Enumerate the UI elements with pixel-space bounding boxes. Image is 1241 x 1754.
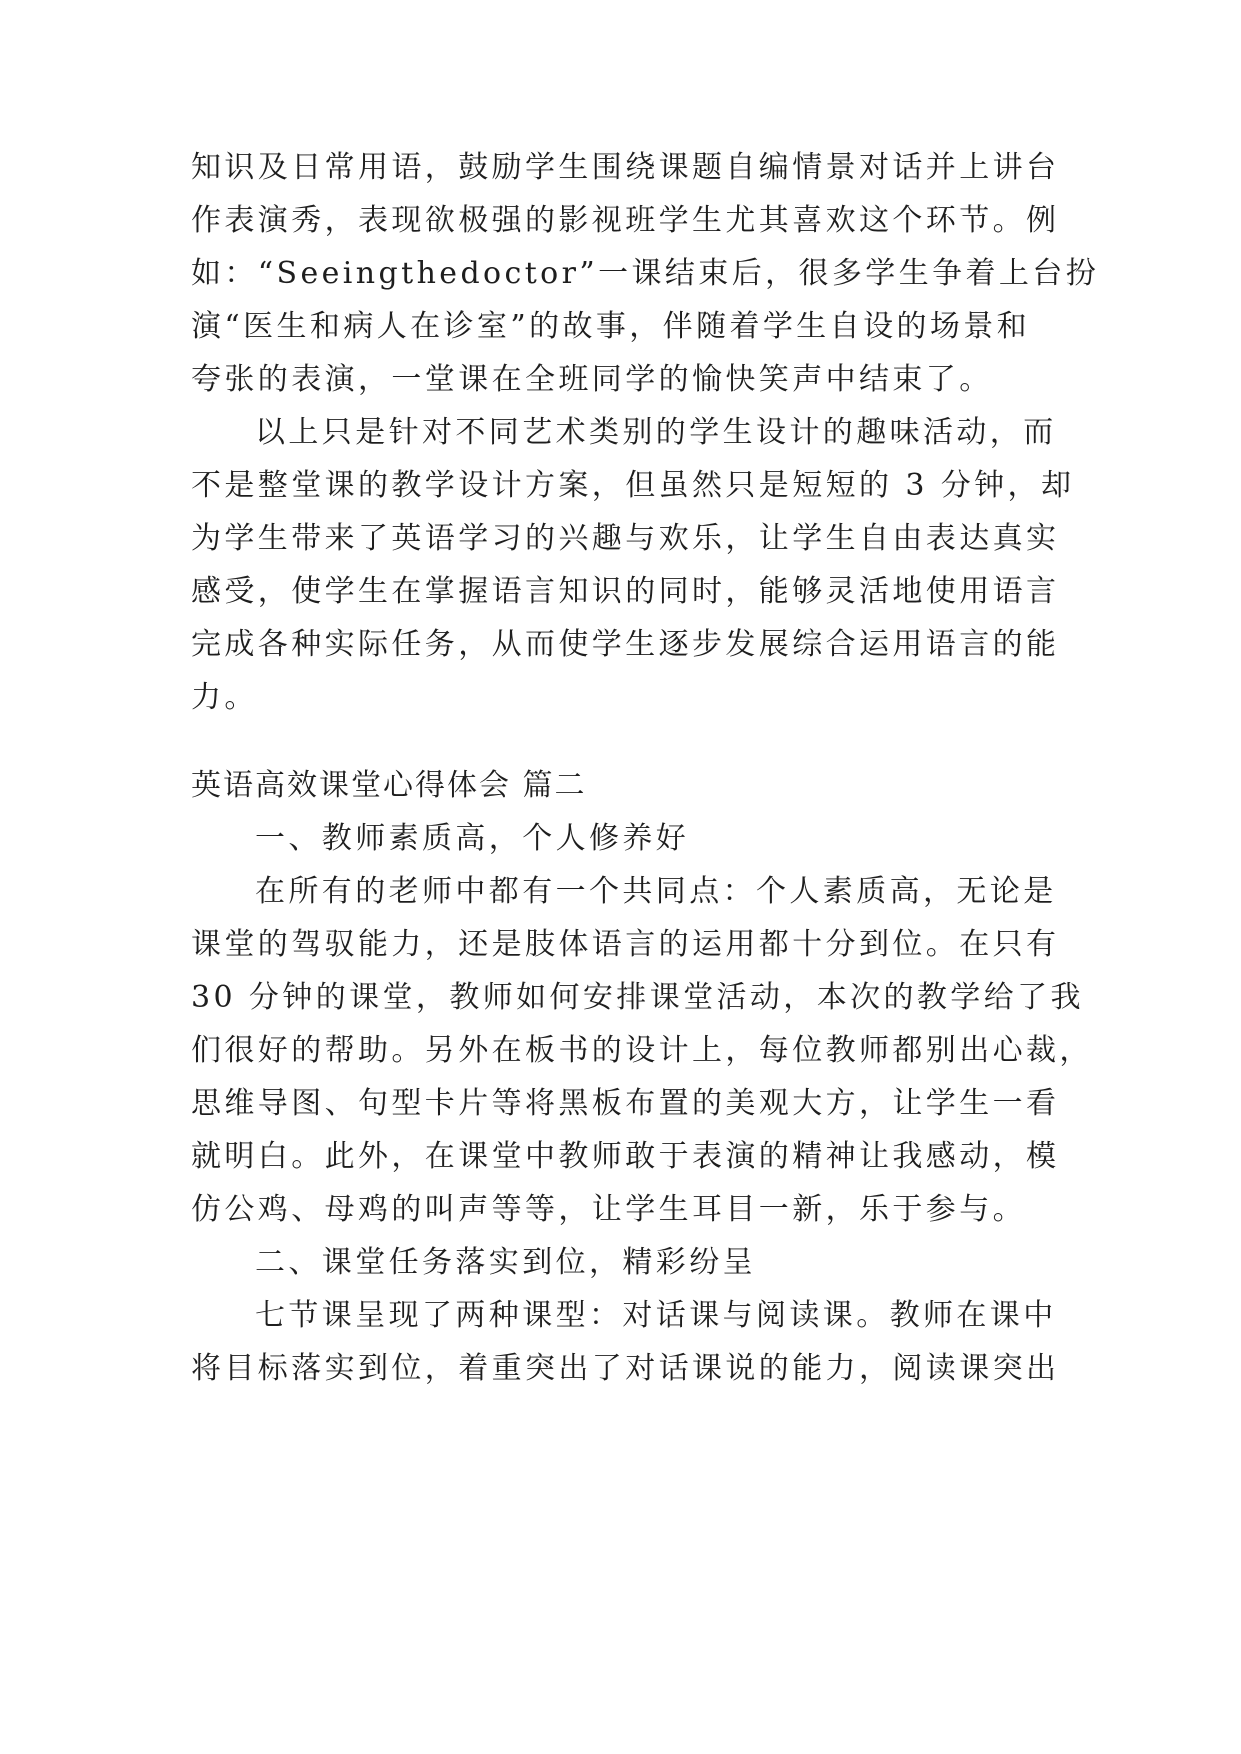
text-line: 们很好的帮助。另外在板书的设计上，每位教师都别出心裁，	[191, 1033, 1093, 1068]
text-line: 演“医生和病人在诊室”的故事，伴随着学生自设的场景和	[191, 309, 1031, 344]
text-line: 夸张的表演，一堂课在全班同学的愉快笑声中结束了。	[191, 362, 993, 397]
text-line: 不是整堂课的教学设计方案，但虽然只是短短的 3 分钟，却	[191, 468, 1075, 503]
subheading: 二、课堂任务落实到位，精彩纷呈	[255, 1245, 756, 1280]
text-line: 就明白。此外，在课堂中教师敢于表演的精神让我感动，模	[191, 1139, 1060, 1174]
text-line: 作表演秀，表现欲极强的影视班学生尤其喜欢这个环节。例	[191, 203, 1060, 238]
text-line: 完成各种实际任务，从而使学生逐步发展综合运用语言的能	[191, 627, 1060, 662]
text-line: 知识及日常用语，鼓励学生围绕课题自编情景对话并上讲台	[191, 150, 1060, 185]
subheading: 一、教师素质高，个人修养好	[255, 821, 690, 856]
text-line: 如：“Seeingthedoctor”一课结束后，很多学生争着上台扮	[191, 256, 1100, 291]
text-line: 将目标落实到位，着重突出了对话课说的能力，阅读课突出	[191, 1351, 1060, 1386]
text-line: 课堂的驾驭能力，还是肢体语言的运用都十分到位。在只有	[191, 927, 1060, 962]
text-line: 30 分钟的课堂，教师如何安排课堂活动，本次的教学给了我	[191, 980, 1084, 1015]
paragraph-start-line: 七节课呈现了两种课型：对话课与阅读课。教师在课中	[255, 1298, 1057, 1333]
paragraph-start-line: 在所有的老师中都有一个共同点：个人素质高，无论是	[255, 874, 1057, 909]
text-line: 思维导图、句型卡片等将黑板布置的美观大方，让学生一看	[191, 1086, 1060, 1121]
paragraph-start-line: 以上只是针对不同艺术类别的学生设计的趣味活动，而	[255, 415, 1057, 450]
section-title: 英语高效课堂心得体会 篇二	[191, 768, 587, 803]
text-line: 为学生带来了英语学习的兴趣与欢乐，让学生自由表达真实	[191, 521, 1060, 556]
text-line: 力。	[191, 680, 258, 715]
text-line: 仿公鸡、母鸡的叫声等等，让学生耳目一新，乐于参与。	[191, 1192, 1026, 1227]
text-line: 感受，使学生在掌握语言知识的同时，能够灵活地使用语言	[191, 574, 1060, 609]
